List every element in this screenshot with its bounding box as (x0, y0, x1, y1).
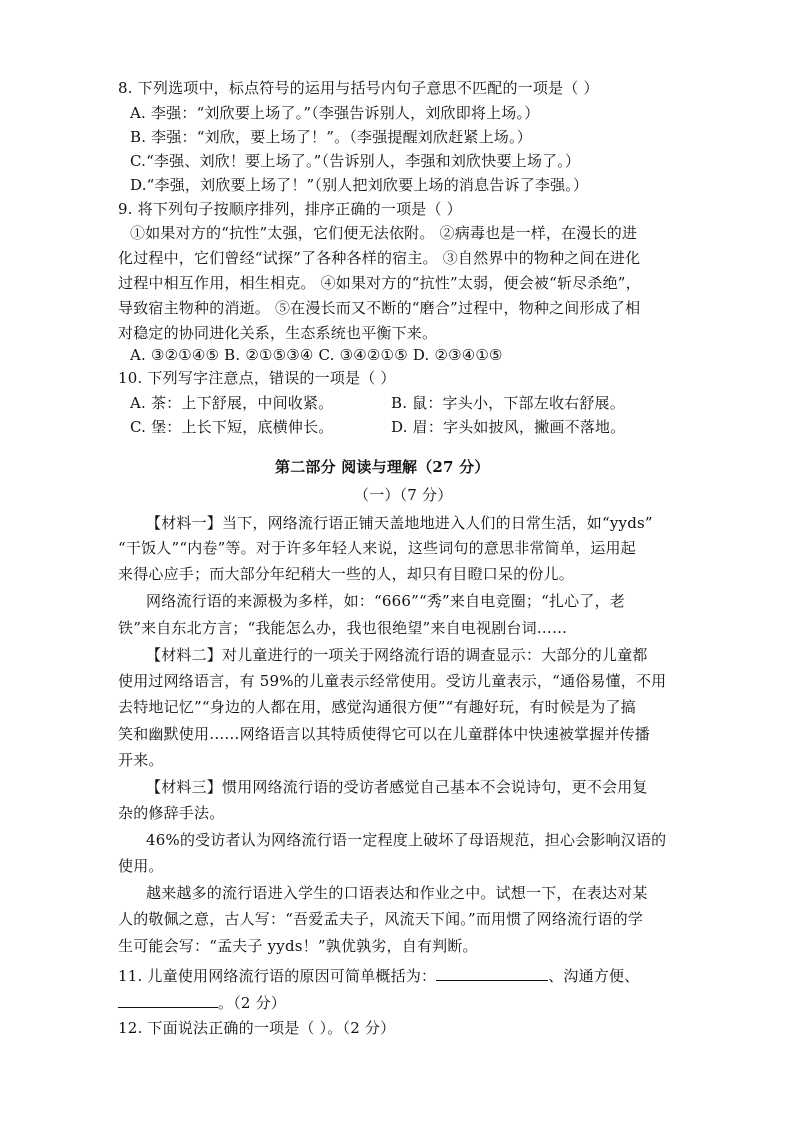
material-3-para2-line: 46%的受访者认为网络流行语一定程度上破坏了母语规范，担心会影响汉语的 (146, 831, 667, 849)
material-3-para3-line: 生可能会写：“孟夫子 yyds！”孰优孰劣，自有判断。 (118, 937, 478, 955)
q9-options: A. ③②①④⑤ B. ②①⑤③④ C. ③④②①⑤ D. ②③④①⑤ (130, 346, 503, 364)
q9-passage-line: ①如果对方的“抗性”太强，它们便无法依附。 ②病毒也是一样，在漫长的进 (130, 224, 638, 242)
q9-passage-line: 对稳定的协同进化关系，生态系统也平衡下来。 (118, 324, 438, 342)
q10-option-d: D. 眉：字头如披风，撇画不落地。 (391, 418, 626, 436)
material-3-para2-line: 使用。 (118, 857, 164, 875)
q10-stem: 10. 下列写字注意点，错误的一项是（ ） (118, 369, 396, 387)
q11-suffix: 。（2 分） (218, 994, 287, 1012)
q10-option-c: C. 堡：上长下短，底横伸长。 (130, 418, 334, 436)
material-2-line: 使用过网络语言，有 59%的儿童表示经常使用。受访儿童表示，“通俗易懂，不用 (118, 672, 667, 690)
material-2-line: 笑和幽默使用……网络语言以其特质使得它可以在儿童群体中快速被掌握并传播 (118, 725, 651, 743)
q8-option-a: A. 李强：“刘欣要上场了。”（李强告诉别人，刘欣即将上场。） (130, 104, 540, 122)
material-1-line: 【材料一】当下，网络流行语正铺天盖地地进入人们的日常生活，如“yyds” (146, 514, 653, 532)
section-subtitle: （一）（7 分） (354, 486, 453, 504)
q9-passage-line: 化过程中，它们曾经“试探”了各种各样的宿主。 ③自然界中的物种之间在进化 (118, 249, 641, 267)
q9-passage-line: 导致宿主物种的消逝。 ⑤在漫长而又不断的“磨合”过程中，物种之间形成了相 (118, 299, 641, 317)
q10-option-b: B. 鼠：字头小，下部左收右舒展。 (391, 394, 625, 412)
q11-line-1 (118, 965, 639, 986)
material-1-para2-line: 铁”来自东北方言；“我能怎么办，我也很绝望”来自电视剧台词…… (118, 619, 568, 637)
q11-line-2 (118, 992, 286, 1013)
material-1-line: 来得心应手；而大部分年纪稍大一些的人，却只有目瞪口呆的份儿。 (118, 565, 575, 583)
material-2-line: 去特地记忆”“身边的人都在用，感觉沟通很方便”“有趣好玩，有时候是为了搞 (118, 698, 636, 716)
q9-stem: 9. 将下列句子按顺序排列，排序正确的一项是（ ） (118, 200, 462, 218)
q8-option-c: C.“李强、刘欣！要上场了。”（告诉别人，李强和刘欣快要上场了。） (130, 152, 581, 170)
q8-option-b: B. 李强：“刘欣，要上场了！”。（李强提醒刘欣赶紧上场。） (130, 128, 532, 146)
q11-prefix: 11. 儿童使用网络流行语的原因可简单概括为： (118, 967, 437, 985)
q8-option-d: D.“李强，刘欣要上场了！”（别人把刘欣要上场的消息告诉了李强。） (130, 176, 589, 194)
q8-stem: 8. 下列选项中，标点符号的运用与括号内句子意思不匹配的一项是（ ） (118, 79, 599, 97)
q12-stem: 12. 下面说法正确的一项是（ ）。（2 分） (118, 1019, 396, 1037)
material-3-para3-line: 人的敬佩之意，古人写：“吾爱孟夫子，风流天下闻。”而用惯了网络流行语的学 (118, 910, 644, 928)
section-title: 第二部分 阅读与理解（27 分） (275, 458, 490, 476)
material-1-line: “干饭人”“内卷”等。对于许多年轻人来说，这些词句的意思非常简单，运用起 (118, 539, 636, 557)
material-2-line: 开来。 (118, 751, 164, 769)
q11-answer-blank-1[interactable] (436, 965, 548, 981)
material-1-para2-line: 网络流行语的来源极为多样，如：“666”“秀”来自电竞圈；“扎心了，老 (146, 592, 625, 610)
material-3-line: 杂的修辞手法。 (118, 804, 225, 822)
material-3-line: 【材料三】惯用网络流行语的受访者感觉自己基本不会说诗句，更不会用复 (146, 778, 648, 796)
material-3-para3-line: 越来越多的流行语进入学生的口语表达和作业之中。试想一下，在表达对某 (146, 884, 648, 902)
q11-middle: 、沟通方便、 (548, 967, 640, 985)
q10-option-a: A. 茶：上下舒展，中间收紧。 (130, 394, 334, 412)
q9-passage-line: 过程中相互作用，相生相克。 ④如果对方的“抗性”太弱，便会被“斩尽杀绝”， (118, 274, 641, 292)
material-2-line: 【材料二】对儿童进行的一项关于网络流行语的调查显示：大部分的儿童都 (146, 646, 648, 664)
q11-answer-blank-2[interactable] (118, 992, 218, 1008)
